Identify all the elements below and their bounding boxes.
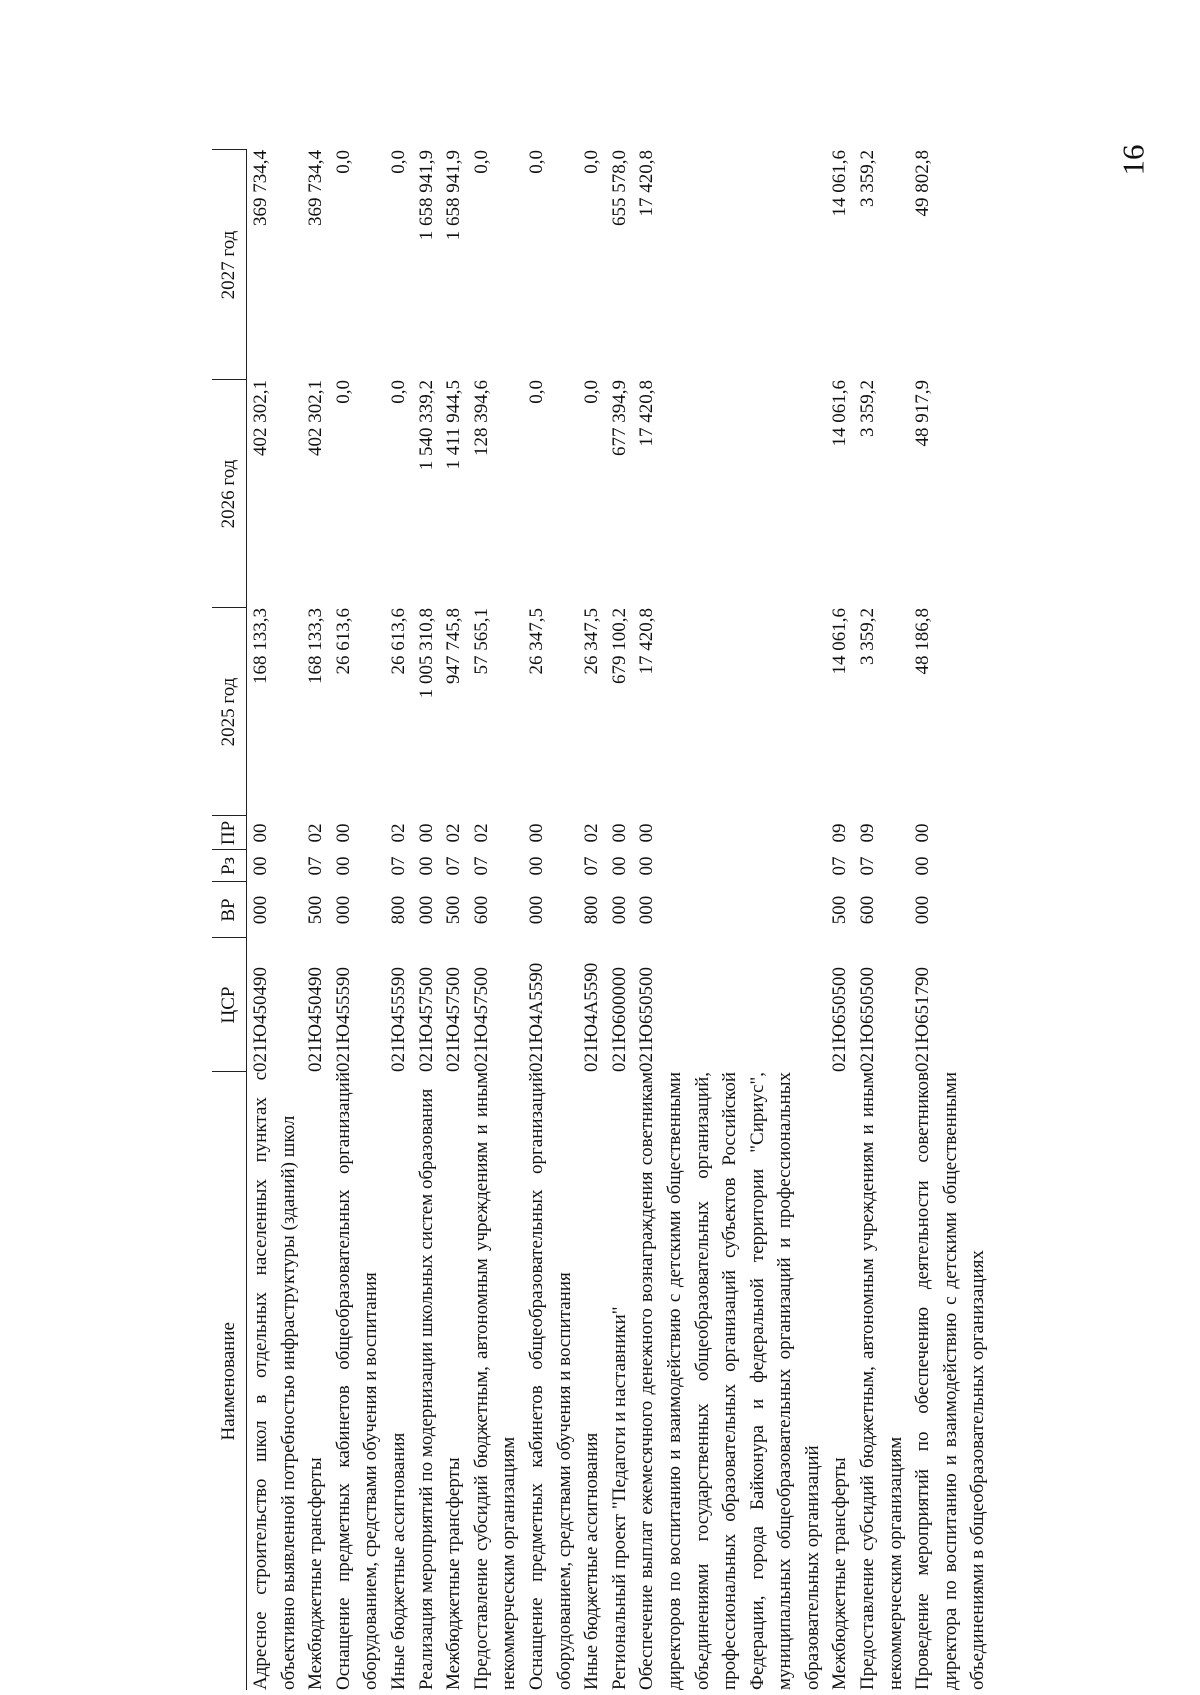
row-rz: 00 (332, 856, 354, 876)
header-name: Наименование (212, 1072, 247, 1690)
row-2026: 677 394,9 (608, 380, 630, 456)
row-2027: 1 658 941,9 (415, 150, 437, 241)
row-vr: 000 (332, 895, 354, 925)
row-rz: 00 (415, 856, 437, 876)
row-2025: 26 347,5 (525, 608, 547, 675)
row-rz: 00 (608, 856, 630, 876)
row-2027: 655 578,0 (608, 150, 630, 226)
row-2027: 369 734,4 (305, 150, 327, 226)
row-2027: 17 420,8 (636, 150, 658, 217)
row-rz: 07 (387, 856, 409, 876)
row-vr: 500 (305, 895, 327, 925)
row-csr: 021Ю450490 (250, 966, 271, 1072)
row-pr: 02 (387, 823, 409, 843)
table-row (633, 150, 826, 1690)
row-csr: 021Ю651790 (912, 966, 934, 1072)
row-rz: 07 (305, 856, 327, 876)
row-2025: 1 005 310,8 (415, 608, 437, 699)
row-vr: 000 (608, 895, 630, 925)
row-rz: 07 (581, 856, 603, 876)
row-name: Иные бюджетные ассигнования (387, 1432, 409, 1690)
row-pr: 09 (829, 823, 851, 843)
row-2025: 26 613,6 (332, 608, 354, 675)
row-vr: 000 (525, 895, 547, 925)
table-row (909, 150, 992, 1690)
row-csr: 021Ю457500 (470, 966, 492, 1072)
row-2025: 168 133,3 (305, 608, 327, 684)
row-2027: 3 359,2 (857, 150, 879, 207)
row-name: Проведение мероприятий по обеспечению деятельности советников директора по воспитанию и взаимодействию с детскими общественными объединениями в общеобразовательных организациях (912, 1072, 989, 1690)
row-2027: 0,0 (332, 150, 354, 174)
row-vr: 000 (636, 895, 658, 925)
table-row (330, 150, 385, 1690)
row-vr: 800 (581, 895, 603, 925)
row-2025: 48 186,8 (912, 608, 934, 675)
row-name: Оснащение предметных кабинетов общеобразовательных организаций оборудованием, средствами обучения и воспитания (332, 1072, 382, 1690)
page-number: 16 (1115, 144, 1151, 176)
row-2025: 679 100,2 (608, 608, 630, 684)
row-csr: 021Ю455590 (387, 966, 409, 1072)
row-pr: 00 (912, 823, 934, 843)
row-vr: 800 (387, 895, 409, 925)
row-rz: 07 (857, 856, 879, 876)
row-csr: 021Ю4А5590 (525, 962, 547, 1072)
row-2026: 17 420,8 (636, 380, 658, 447)
row-csr: 021Ю4А5590 (581, 962, 603, 1072)
row-pr: 00 (250, 823, 271, 843)
row-2026: 0,0 (525, 380, 547, 404)
row-pr: 00 (332, 823, 354, 843)
row-vr: 500 (443, 895, 465, 925)
row-2026: 1 411 944,5 (443, 380, 465, 470)
row-2026: 0,0 (581, 380, 603, 404)
table-row (826, 150, 854, 1690)
row-pr: 00 (415, 823, 437, 843)
row-rz: 00 (636, 856, 658, 876)
row-2027: 0,0 (525, 150, 547, 174)
row-csr: 021Ю650500 (857, 966, 879, 1072)
row-name: Региональный проект "Педагоги и наставники" (608, 1306, 630, 1690)
row-vr: 000 (250, 895, 271, 925)
row-2027: 1 658 941,9 (443, 150, 465, 241)
row-2027: 14 061,6 (829, 150, 851, 217)
row-name: Оснащение предметных кабинетов общеобразовательных организаций оборудованием, средствами обучения и воспитания (525, 1072, 575, 1690)
table-header-row (212, 150, 247, 1690)
row-2025: 57 565,1 (470, 608, 492, 675)
row-csr: 021Ю455590 (332, 966, 354, 1072)
header-rz: Рз (212, 850, 247, 882)
row-2027: 0,0 (581, 150, 603, 174)
row-name: Адресное строительство школ в отдельных населенных пунктах с объективно выявленной потребностью инфраструктуры (зданий) школ (250, 1072, 299, 1690)
row-csr: 021Ю600000 (608, 966, 630, 1072)
header-vr: ВР (212, 882, 247, 938)
row-name: Межбюджетные трансферты (305, 1457, 327, 1690)
table-row (413, 150, 441, 1690)
table-row (468, 150, 523, 1690)
row-name: Межбюджетные трансферты (829, 1457, 851, 1690)
row-2027: 0,0 (387, 150, 409, 174)
row-name: Реализация мероприятий по модернизации школьных систем образования (415, 1088, 437, 1690)
row-2025: 26 613,6 (387, 608, 409, 675)
row-name: Предоставление субсидий бюджетным, автономным учреждениям и иным некоммерческим организациям (470, 1072, 520, 1690)
row-name: Иные бюджетные ассигнования (581, 1432, 603, 1690)
row-pr: 02 (470, 823, 492, 843)
row-2025: 168 133,3 (250, 608, 271, 684)
row-rz: 00 (912, 856, 934, 876)
row-2026: 48 917,9 (912, 380, 934, 447)
row-2027: 369 734,4 (250, 150, 271, 226)
row-2026: 1 540 339,2 (415, 380, 437, 471)
row-pr: 00 (608, 823, 630, 843)
row-csr: 021Ю650500 (829, 966, 851, 1072)
row-2025: 17 420,8 (636, 608, 658, 675)
row-pr: 02 (305, 823, 327, 843)
row-2025: 14 061,6 (829, 608, 851, 675)
row-2026: 402 302,1 (250, 380, 271, 456)
row-csr: 021Ю450490 (305, 966, 327, 1072)
table-row (854, 150, 909, 1690)
table-row (578, 150, 606, 1690)
row-vr: 500 (829, 895, 851, 925)
table-row (302, 150, 330, 1690)
row-pr: 02 (443, 823, 465, 843)
table-row (523, 150, 578, 1690)
row-vr: 000 (912, 895, 934, 925)
header-2025: 2025 год (212, 608, 247, 816)
row-pr: 09 (857, 823, 879, 843)
row-2026: 3 359,2 (857, 380, 879, 437)
row-rz: 07 (829, 856, 851, 876)
row-2026: 14 061,6 (829, 380, 851, 447)
header-csr: ЦСР (212, 938, 247, 1072)
header-pr: ПР (212, 816, 247, 850)
header-2026: 2026 год (212, 380, 247, 608)
table-row (606, 150, 634, 1690)
row-2026: 128 394,6 (470, 380, 492, 456)
row-rz: 07 (470, 856, 492, 876)
row-vr: 600 (470, 895, 492, 925)
row-2027: 0,0 (470, 150, 492, 174)
row-2025: 3 359,2 (857, 608, 879, 665)
row-csr: 021Ю650500 (636, 966, 658, 1072)
row-2026: 0,0 (332, 380, 354, 404)
row-rz: 00 (525, 856, 547, 876)
header-2027: 2027 год (212, 150, 247, 380)
row-pr: 00 (525, 823, 547, 843)
row-2027: 49 802,8 (912, 150, 934, 217)
row-2026: 0,0 (387, 380, 409, 404)
row-rz: 00 (250, 856, 271, 876)
row-pr: 02 (581, 823, 603, 843)
row-vr: 000 (415, 895, 437, 925)
row-csr: 021Ю457500 (415, 966, 437, 1072)
row-name: Обеспечение выплат ежемесячного денежного вознаграждения советникам директоров по воспитанию и взаимодействию с детскими общественными объединениями государственных общеобразовательных организаций, профессиональных образовательных организаций субъектов Российской Федерации, города Байконура и федеральной территории "Сириус", муниципальных общеобразовательных организаций и профессиональных образовательных организаций (636, 1072, 823, 1690)
row-name: Межбюджетные трансферты (443, 1457, 465, 1690)
table-row (440, 150, 468, 1690)
row-2026: 402 302,1 (305, 380, 327, 456)
row-rz: 07 (443, 856, 465, 876)
row-name: Предоставление субсидий бюджетным, автономным учреждениям и иным некоммерческим организациям (857, 1072, 906, 1690)
row-vr: 600 (857, 895, 879, 925)
row-csr: 021Ю457500 (443, 966, 465, 1072)
rotated-page-content (212, 150, 1182, 1690)
table-row (385, 150, 413, 1690)
row-2025: 26 347,5 (581, 608, 603, 675)
budget-table (212, 150, 992, 1691)
row-2025: 947 745,8 (443, 608, 465, 684)
table-body (247, 150, 993, 1690)
table-row (247, 150, 303, 1690)
row-pr: 00 (636, 823, 658, 843)
